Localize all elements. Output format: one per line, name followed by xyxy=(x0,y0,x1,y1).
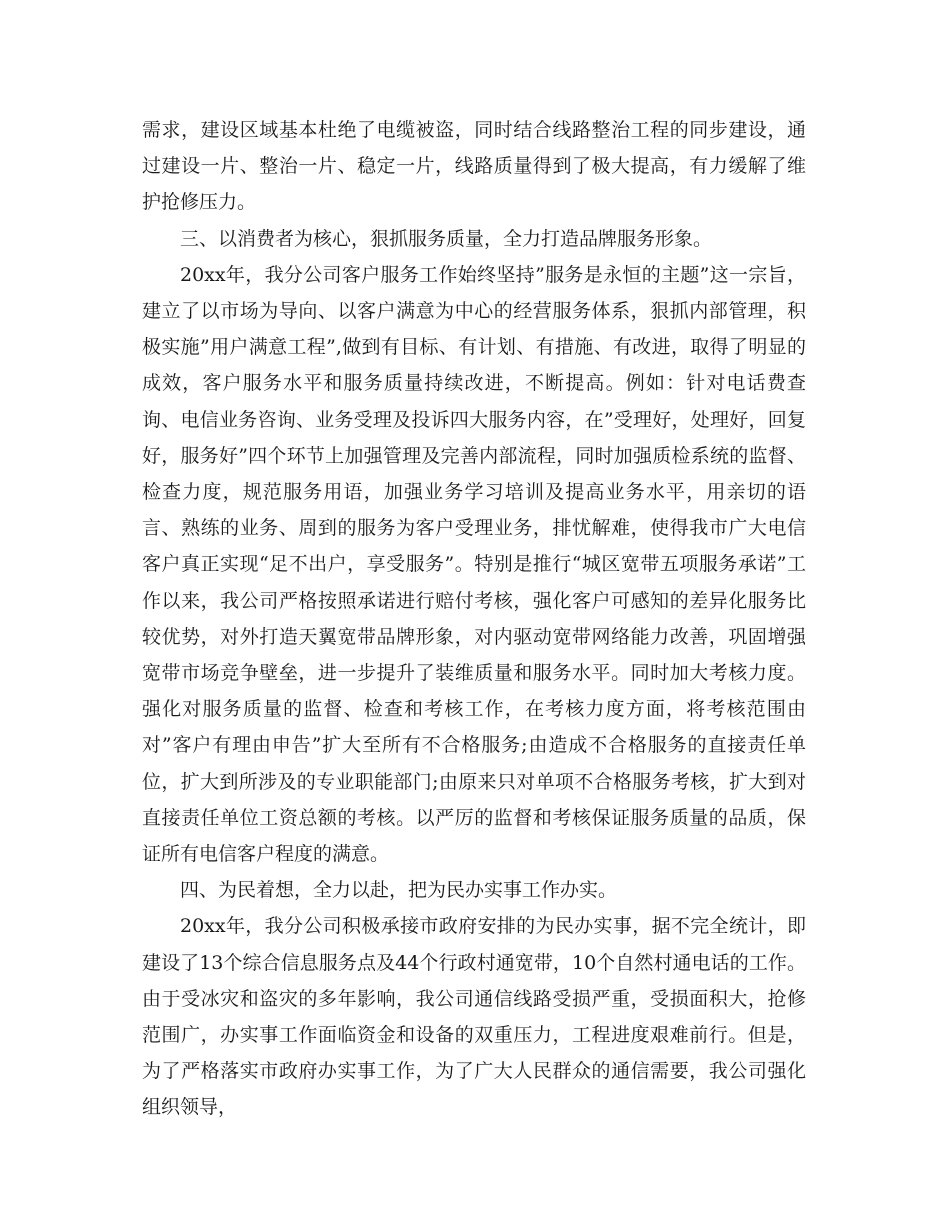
paragraph-continuation: 需求，建设区域基本杜绝了电缆被盗，同时结合线路整治工程的同步建设，通过建设一片、整治一片、稳定一片，线路质量得到了极大提高，有力缓解了维护抢修压力。 xyxy=(142,119,806,214)
paragraph-customer-service: 20xx年，我分公司客户服务工作始终坚持”服务是永恒的主题”这一宗旨，建立了以市场为导向、以客户满意为中心的经营服务体系，狠抓内部管理，积极实施”用户满意工程”,做到有目标、有计划、有措施、有改进，取得了明显的成效，客户服务水平和服务质量持续改进，不断提高。例如：针对电话费查询、电信业务咨询、业务受理及投诉四大服务内容，在”受理好，处理好，回复好，服务好”四个环节上加强管理及完善内部流程，同时加强质检系统的监督、检查力度，规范服务用语，加强业务学习培训及提高业务水平，用亲切的语言、熟练的业务、周到的服务为客户受理业务，排忧解难，使得我市广大电信客户真正实现“足不出户，享受服务”。特别是推行“城区宽带五项服务承诺”工作以来，我公司严格按照承诺进行赔付考核，强化客户可感知的差异化服务比较优势，对外打造天翼宽带品牌形象，对内驱动宽带网络能力改善，巩固增强宽带市场竞争壁垒，进一步提升了装维质量和服务水平。同时加大考核力度。强化对服务质量的监督、检查和考核工作，在考核力度方面，将考核范围由对”客户有理由申告”扩大至所有不合格服务;由造成不合格服务的直接责任单位，扩大到所涉及的专业职能部门;由原来只对单项不合格服务考核，扩大到对直接责任单位工资总额的考核。以严厉的监督和考核保证服务质量的品质，保证所有电信客户程度的满意。 xyxy=(142,263,806,866)
paragraph-public-projects: 20xx年，我分公司积极承接市政府安排的为民办实事，据不完全统计，即建设了13个综合信息服务点及44个行政村通宽带，10个自然村通电话的工作。由于受冰灾和盗灾的多年影响，我公司通信线路受损严重，受损面积大，抢修范围广，办实事工作面临资金和设备的双重压力，工程进度艰难前行。但是，为了严格落实市政府办实事工作，为了广大人民群众的通信需要，我公司强化组织领导， xyxy=(142,915,806,1119)
document-page xyxy=(142,112,806,1126)
section-heading-four: 四、为民着想，全力以赴，把为民办实事工作办实。 xyxy=(180,879,618,902)
section-heading-three: 三、以消费者为核心，狠抓服务质量，全力打造品牌服务形象。 xyxy=(180,227,713,250)
